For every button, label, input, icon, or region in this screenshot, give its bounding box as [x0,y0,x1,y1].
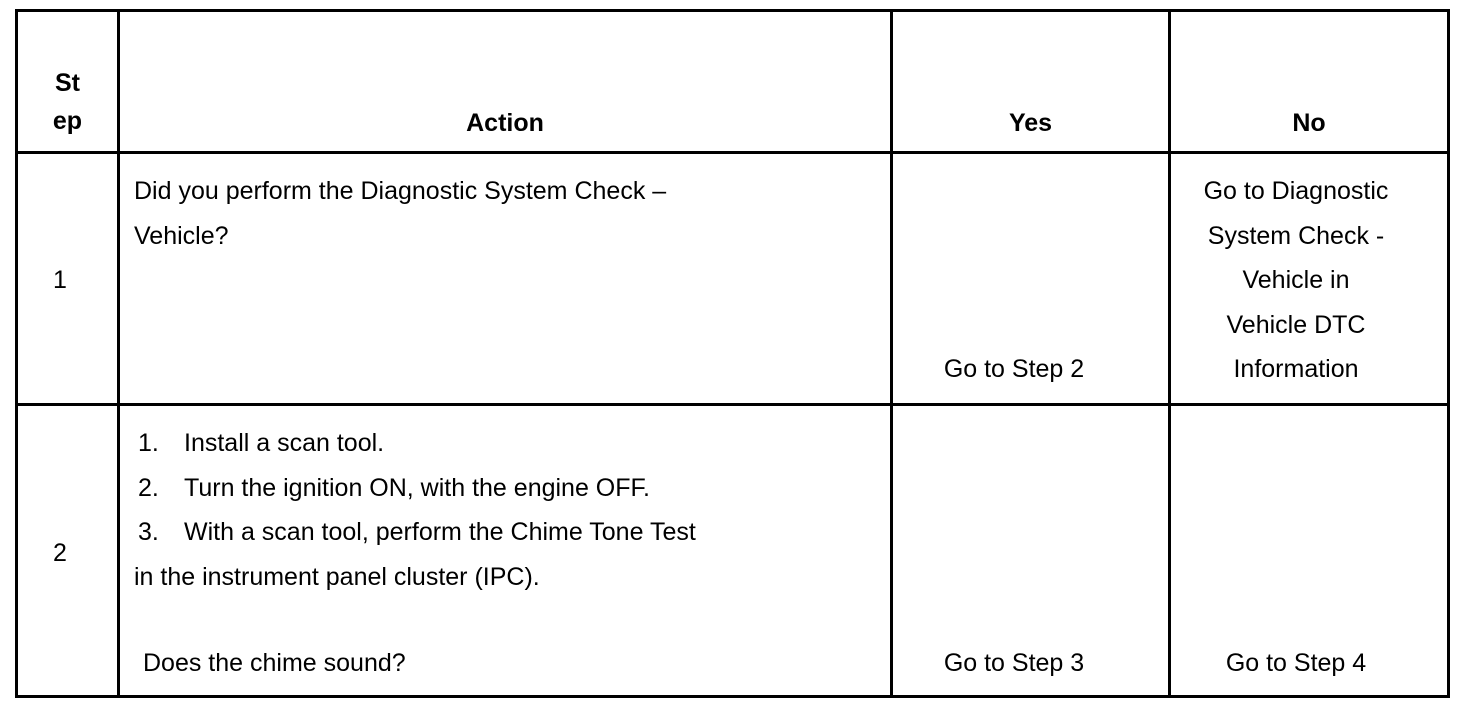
action-list-text: Install a scan tool. [184,429,385,457]
row2-question: Does the chime sound? [143,649,406,677]
action-list-number: 3. [138,518,159,546]
row2-no: Go to Step 4 [1225,649,1367,677]
row1-yes: Go to Step 2 [943,355,1085,383]
row2-action [134,421,884,599]
action-continuation: in the instrument panel cluster (IPC). [134,562,540,591]
action-list-item [134,421,884,466]
header-yes: Yes [1008,109,1053,137]
action-list-number: 1. [138,429,159,457]
action-list-text: With a scan tool, perform the Chime Tone Test [184,518,696,546]
action-list-item [134,510,884,555]
header-action: Action [466,109,544,137]
diagnostic-table [15,9,1450,698]
row-divider [18,151,1447,154]
row-divider [18,403,1447,406]
row1-action-line: Did you perform the Diagnostic System Check – [134,177,667,205]
header-step [18,64,117,140]
row1-step: 1 [53,266,67,294]
header-no: No [1292,109,1326,137]
row1-no-line: System Check - [1207,221,1385,250]
action-list-text: Turn the ignition ON, with the engine OFF. [184,473,650,502]
header-step-line2: ep [52,107,83,135]
row1-no-line: Information [1233,355,1359,383]
row1-no-line: Go to Diagnostic [1203,177,1389,205]
row1-action-line: Vehicle? [134,221,229,250]
row2-yes: Go to Step 3 [943,649,1085,677]
action-list-number: 2. [138,473,159,502]
row1-no-line: Vehicle in [1242,266,1350,294]
row1-action [134,169,884,258]
row1-no-line: Vehicle DTC [1226,310,1366,339]
header-step-line1: St [55,69,80,97]
row1-no [1171,169,1421,392]
row2-step: 2 [53,539,67,567]
action-list-item [134,466,884,511]
